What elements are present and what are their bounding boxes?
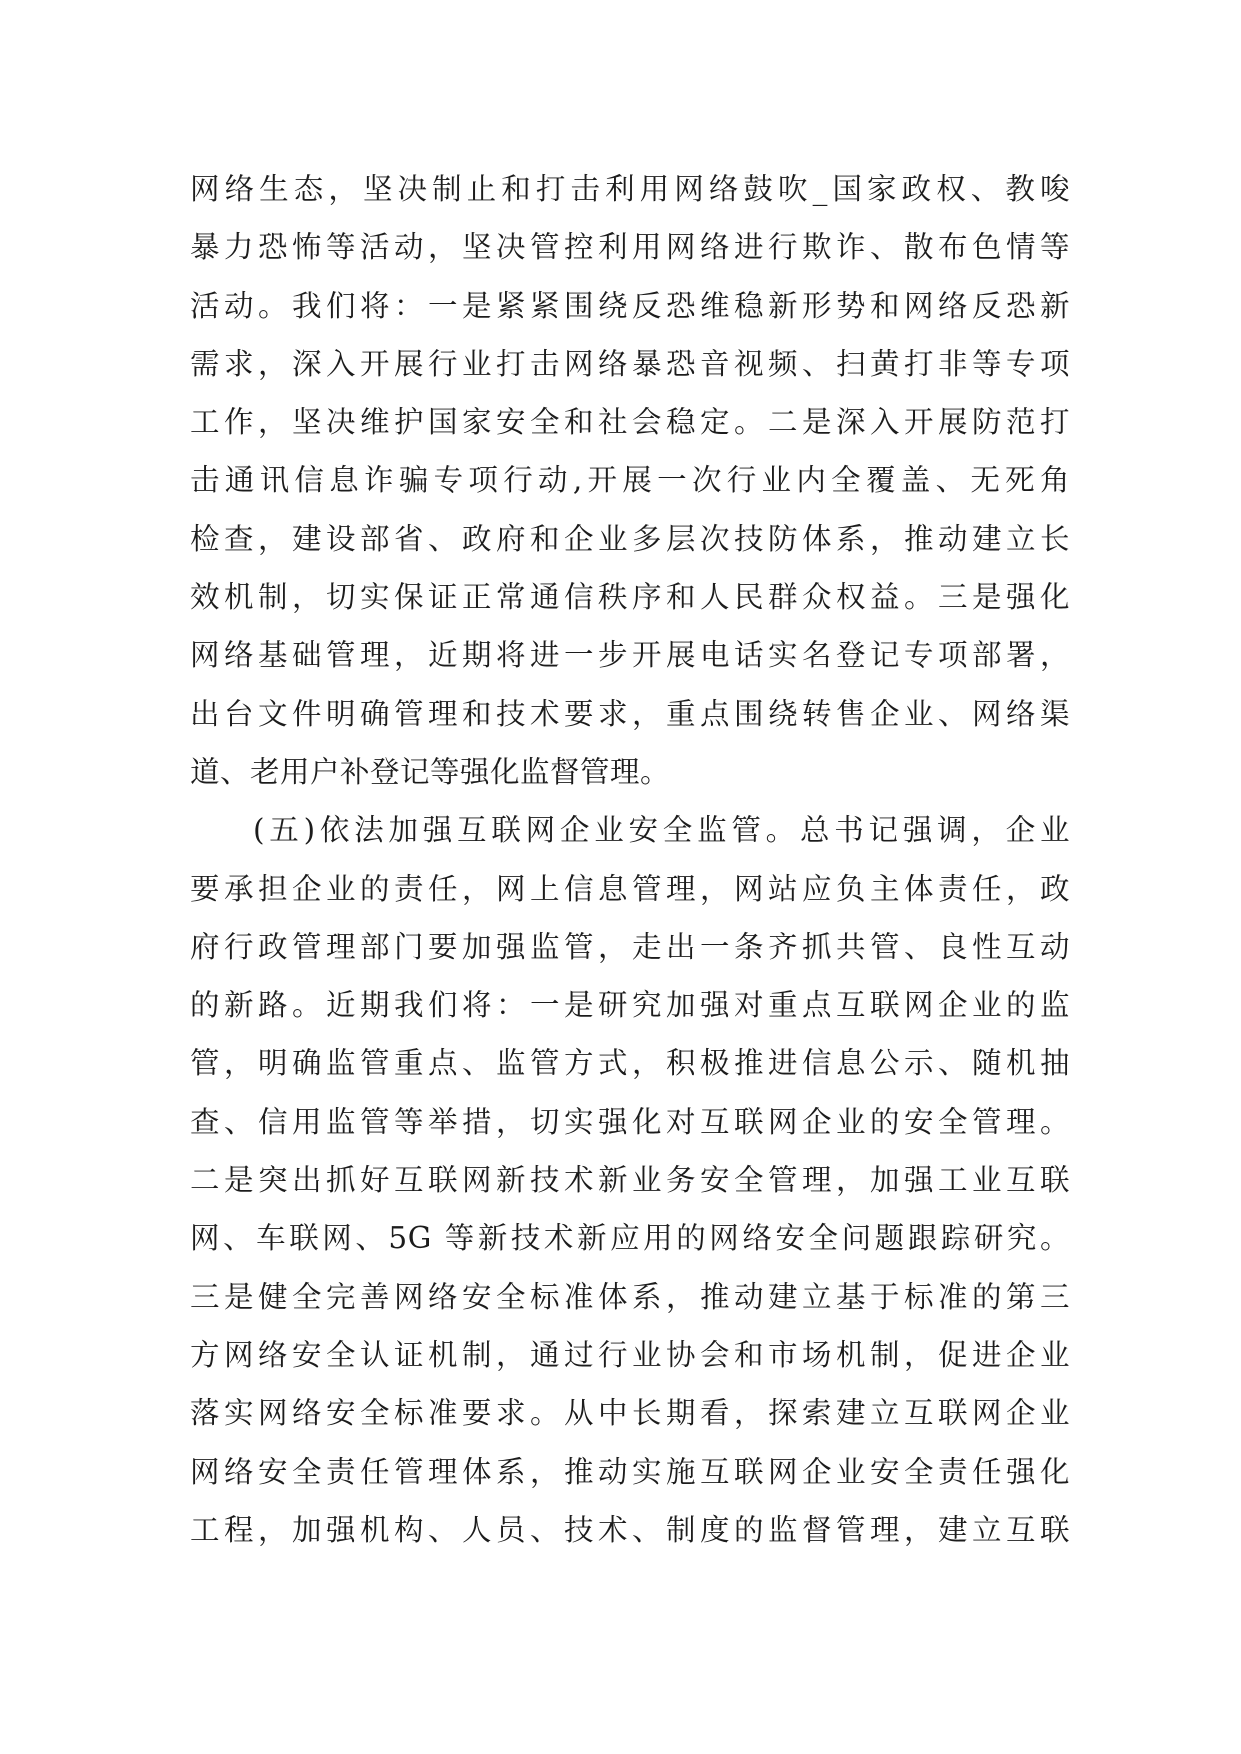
text-line: 工程，加强机构、人员、技术、制度的监督管理，建立互联 — [190, 1512, 1070, 1547]
text-line: 暴力恐怖等活动，坚决管控利用网络进行欺诈、散布色情等 — [190, 230, 1070, 265]
text-line: 网络基础管理，近期将进一步开展电话实名登记专项部署， — [190, 638, 1070, 673]
text-line: 工作，坚决维护国家安全和社会稳定。二是深入开展防范打 — [190, 405, 1070, 440]
text-line: 活动。我们将：一是紧紧围绕反恐维稳新形势和网络反恐新 — [190, 288, 1070, 323]
text-line: 网络生态，坚决制止和打击利用网络鼓吹_国家政权、教唆 — [190, 172, 1070, 206]
text-line: 府行政管理部门要加强监管，走出一条齐抓共管、良性互动 — [190, 929, 1070, 964]
text-line: 三是健全完善网络安全标准体系，推动建立基于标准的第三 — [190, 1279, 1070, 1314]
text-line: 方网络安全认证机制，通过行业协会和市场机制，促进企业 — [190, 1337, 1070, 1372]
text-line-paragraph-end: 道、老用户补登记等强化监督管理。 — [190, 754, 671, 789]
text-line: 的新路。近期我们将：一是研究加强对重点互联网企业的监 — [190, 988, 1070, 1023]
text-line: 网、车联网、5G 等新技术新应用的网络安全问题跟踪研究。 — [190, 1221, 1070, 1256]
text-line: 要承担企业的责任，网上信息管理，网站应负主体责任，政 — [190, 871, 1070, 906]
text-line: 查、信用监管等举措，切实强化对互联网企业的安全管理。 — [190, 1104, 1070, 1139]
text-line: 落实网络安全标准要求。从中长期看，探索建立互联网企业 — [190, 1396, 1070, 1431]
text-line: 效机制，切实保证正常通信秩序和人民群众权益。三是强化 — [190, 580, 1070, 615]
text-line: 出台文件明确管理和技术要求，重点围绕转售企业、网络渠 — [190, 696, 1070, 731]
text-line: 网络安全责任管理体系，推动实施互联网企业安全责任强化 — [190, 1454, 1070, 1489]
text-line: 检查，建设部省、政府和企业多层次技防体系，推动建立长 — [190, 521, 1070, 556]
text-line: 二是突出抓好互联网新技术新业务安全管理，加强工业互联 — [190, 1163, 1070, 1198]
text-line: 击通讯信息诈骗专项行动,开展一次行业内全覆盖、无死角 — [190, 463, 1070, 498]
text-line: 管，明确监管重点、监管方式，积极推进信息公示、随机抽 — [190, 1046, 1070, 1081]
text-line-paragraph-start: (五)依法加强互联网企业安全监管。总书记强调，企业 — [253, 813, 1070, 848]
text-line: 需求，深入开展行业打击网络暴恐音视频、扫黄打非等专项 — [190, 346, 1070, 381]
body-text — [190, 160, 1070, 1559]
